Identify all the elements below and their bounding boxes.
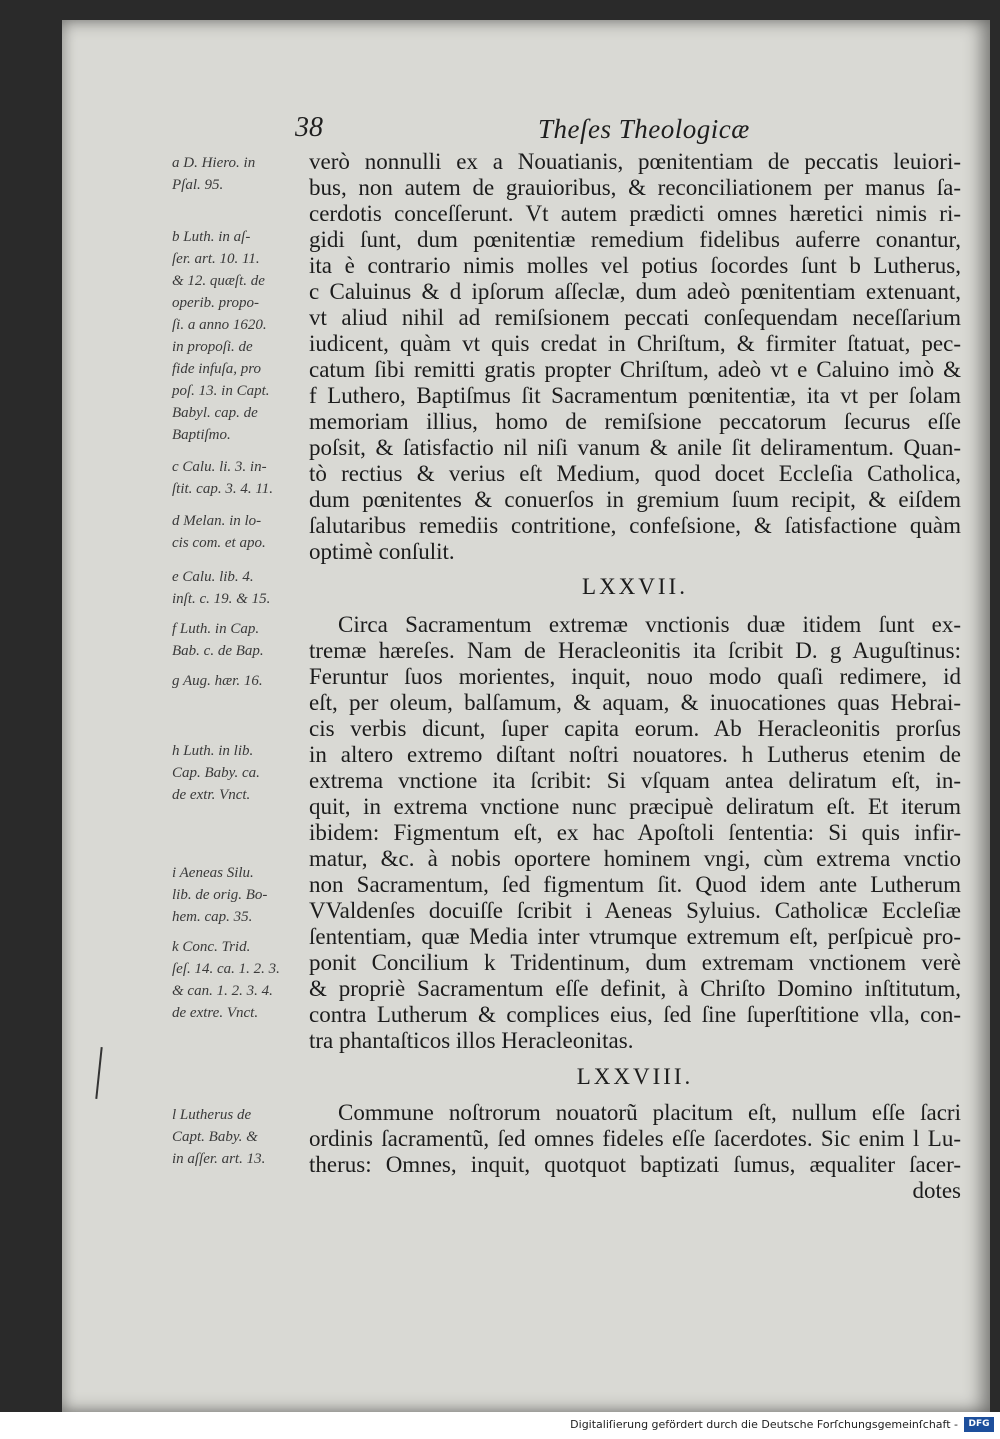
text-line: matur, &c. à nobis oportere hominem vngi, cùm extrema vnctio — [309, 846, 961, 871]
text-line: Circa Sacramentum extremæ vnctionis duæ itidem ſunt ex- — [338, 612, 961, 637]
text-line: extrema vnctione ita ſcribit: Si vſquam antea deliratum eſt, in- — [309, 768, 961, 793]
marginal-note-g: g Aug. hær. 16. — [172, 673, 263, 689]
text-line: cis verbis dicunt, ſuper capita eorum. Ab Heracleonitis prorſus — [309, 716, 961, 741]
text-line: c Caluinus & d ipſorum aſſeclæ, dum adeò pœnitentiam extenuant, — [309, 279, 961, 304]
text-line: gidi ſunt, dum pœnitentiæ remedium fidelibus auferre conantur, — [309, 227, 961, 252]
text-line: contra Lutherum & complices eius, ſed ſine ſuperſtitione vlla, con- — [309, 1002, 961, 1027]
text-line: non Sacramentum, ſed figmentum ſit. Quod idem ante Lutherum — [309, 872, 961, 897]
text-line: memoriam illius, homo de remiſsione peccatorum ſecurus eſſe — [309, 409, 961, 434]
page-number: 38 — [295, 112, 323, 143]
footer-bar — [0, 1412, 1000, 1439]
text-line: eſt, per oleum, balſamum, & aquam, & inuocationes quas Hebrai- — [309, 690, 961, 715]
text-line: tremæ hæreſes. Nam de Heracleonitis ita ſcribit D. g Auguſtinus: — [309, 638, 961, 663]
text-line: Feruntur ſuos morientes, inquit, nouo modo quaſi redimere, id — [309, 664, 961, 689]
text-line: cerdotis conceſſerunt. Vt autem prædicti omnes hæretici nimis ri- — [309, 201, 961, 226]
marginal-note-b: b Luth. in aſ- ſer. art. 10. 11. & 12. quæſt. de operib. propo- ſi. a anno 1620. in propoſi. de fide infuſa, pro poſ. 13. in Capt. Babyl. cap. de Baptiſmo. — [172, 229, 270, 443]
marginal-note-h: h Luth. in lib. Cap. Baby. ca. de extr. Vnct. — [172, 743, 260, 803]
text-line: verò nonnulli ex a Nouatianis, pœnitentiam de peccatis leuiori- — [309, 149, 961, 174]
footer-credit: Digitaliſierung gefördert durch die Deutsche Forſchungsgemeinſchaft - — [570, 1418, 958, 1431]
marginal-note-c: c Calu. li. 3. in- ſtit. cap. 3. 4. 11. — [172, 459, 273, 497]
running-head — [0, 110, 1000, 150]
text-line: Commune noſtrorum nouatorũ placitum eſt, nullum eſſe ſacri — [338, 1100, 961, 1125]
section-heading-77: LXXVII. — [582, 574, 688, 599]
text-line: tra phantaſticos illos Heracleonitas. — [309, 1028, 634, 1053]
text-line: iudicent, quàm vt quis credat in Chriſtum, & firmiter ſtatuat, pec- — [309, 331, 961, 356]
text-line: ibidem: Figmentum eſt, ex hac Apoſtoli ſententia: Si quis infir- — [309, 820, 961, 845]
text-line: therus: Omnes, inquit, quotquot baptizati ſumus, æqualiter ſacer- — [309, 1152, 961, 1177]
marginal-note-e: e Calu. lib. 4. inſt. c. 19. & 15. — [172, 569, 271, 607]
text-line: catum ſibi remitti gratis propter Chriſtum, adeò vt e Caluino imò & — [309, 357, 961, 382]
text-line: & propriè Sacramentum eſſe definit, à Chriſto Domino inſtitutum, — [309, 976, 961, 1001]
text-line: poſsit, & ſatisfactio nil niſi vanum & anile ſit deliramentum. Quan- — [309, 435, 961, 460]
header-title: Theſes Theologicæ — [538, 114, 750, 144]
text-line: dum pœnitentes & conuerſos in gremium ſuum recipit, & eiſdem — [309, 487, 961, 512]
marginal-note-a: a D. Hiero. in Pſal. 95. — [172, 155, 256, 193]
text-line: ita è contrario nimis molles vel potius ſocordes ſunt b Lutherus, — [309, 253, 961, 278]
text-line: quit, in extrema vnctione nunc præcipuè deliratum eſt. Et iterum — [309, 794, 961, 819]
marginal-note-f: f Luth. in Cap. Bab. c. de Bap. — [172, 621, 264, 659]
marginal-note-i: i Aeneas Silu. lib. de orig. Bo- hem. cap. 35. — [172, 865, 268, 925]
text-line: tò rectius & verius eſt Medium, quod docet Eccleſia Catholica, — [309, 461, 961, 486]
text-line: ſalutaribus remediis contritione, confeſsione, & ſatisfactione quàm — [309, 513, 961, 538]
text-line: ordinis ſacramentũ, ſed omnes fideles eſſe ſacerdotes. Sic enim l Lu- — [309, 1126, 961, 1151]
text-line: bus, non autem de grauioribus, & reconciliationem per manus ſa- — [309, 175, 961, 200]
text-line: f Luthero, Baptiſmus ſit Sacramentum pœnitentiæ, ita vt per ſolam — [309, 383, 961, 408]
text-line: VValdenſes docuiſſe ſcribit i Aeneas Syluius. Catholicæ Eccleſiæ — [309, 898, 961, 923]
section-heading-78: LXXVIII. — [576, 1064, 694, 1089]
dfg-logo-icon: DFG — [964, 1417, 994, 1432]
text-line: ſententiam, quæ Media inter vtrumque extremum eſt, perſpicuè pro- — [309, 924, 961, 949]
marginal-note-d: d Melan. in lo- cis com. et apo. — [172, 513, 266, 551]
marginal-note-k: k Conc. Trid. ſeſ. 14. ca. 1. 2. 3. & can. 1. 2. 3. 4. de extre. Vnct. — [172, 939, 280, 1021]
catchword: dotes — [912, 1178, 961, 1203]
text-line: ponit Concilium k Tridentinum, dum extremam vnctionem verè — [309, 950, 961, 975]
text-line: vt aliud nihil ad remiſsionem peccati conſequendam neceſſarium — [309, 305, 961, 330]
text-line: optimè conſulit. — [309, 539, 455, 564]
marginal-note-l: l Lutherus de Capt. Baby. & in aſſer. art. 13. — [172, 1107, 266, 1167]
text-line: in altero extremo diſtant noſtri nouatores. h Lutherus etenim de — [309, 742, 961, 767]
